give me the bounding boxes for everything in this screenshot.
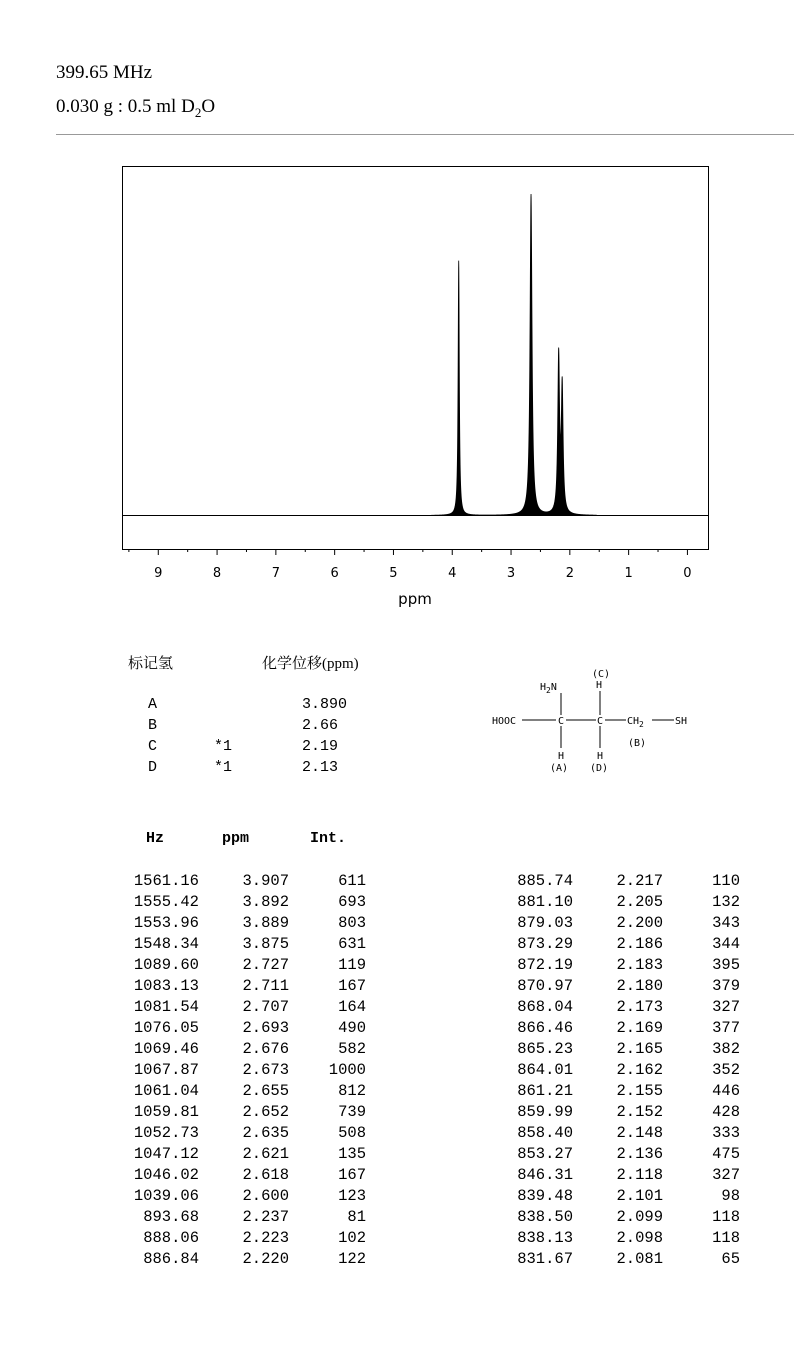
peak-ppm: 2.220 xyxy=(242,1250,289,1268)
peak-row xyxy=(496,1124,740,1142)
peak-int: 118 xyxy=(712,1208,740,1226)
sample-prefix: 0.030 g : 0.5 ml D xyxy=(56,96,195,117)
h-bottom-left: H xyxy=(558,751,565,762)
peak-row xyxy=(122,1208,366,1226)
peak-row xyxy=(496,1103,740,1121)
peak-int: 102 xyxy=(338,1229,366,1247)
peak-ppm: 2.621 xyxy=(242,1145,289,1163)
peak-ppm: 2.618 xyxy=(242,1166,289,1184)
peak-int: 119 xyxy=(338,956,366,974)
peak-hz: 858.40 xyxy=(517,1124,573,1142)
peak-int: 333 xyxy=(712,1124,740,1142)
x-axis-label: ppm xyxy=(398,590,432,608)
peak-ppm: 2.098 xyxy=(616,1229,663,1247)
tick-label: 5 xyxy=(389,566,398,581)
col-header-int: Int. xyxy=(310,830,347,847)
peak-hz: 1067.87 xyxy=(133,1061,199,1079)
peak-hz: 1069.46 xyxy=(133,1040,199,1058)
peak-row xyxy=(122,1187,366,1205)
peak-row xyxy=(496,1019,740,1037)
peak-row xyxy=(496,1229,740,1247)
peak-hz: 888.06 xyxy=(143,1229,199,1247)
tick-label: 3 xyxy=(506,566,516,581)
peak-row xyxy=(122,1103,366,1121)
peak-ppm: 3.889 xyxy=(242,914,289,932)
peak-int: 382 xyxy=(712,1040,740,1058)
peak-hz: 1081.54 xyxy=(133,998,199,1016)
peak-int: 611 xyxy=(338,872,366,890)
col-header-ppm: ppm xyxy=(222,830,250,847)
peak-int: 693 xyxy=(338,893,366,911)
peak-row xyxy=(122,1019,366,1037)
peak-hz: 864.01 xyxy=(517,1061,573,1079)
peak-ppm: 2.155 xyxy=(616,1082,663,1100)
peak-int: 446 xyxy=(712,1082,740,1100)
peak-row xyxy=(496,1040,740,1058)
peak-ppm: 2.655 xyxy=(242,1082,289,1100)
peak-row xyxy=(122,893,366,911)
peak-ppm: 2.676 xyxy=(242,1040,289,1058)
peak-hz: 839.48 xyxy=(517,1187,573,1205)
assignment-label: C xyxy=(148,738,158,755)
peak-int: 803 xyxy=(338,914,366,932)
peak-hz: 872.19 xyxy=(517,956,573,974)
peak-ppm: 3.892 xyxy=(242,893,289,911)
label-a: (A) xyxy=(550,763,569,774)
peak-hz: 838.13 xyxy=(517,1229,573,1247)
peak-row xyxy=(122,935,366,953)
peak-ppm: 2.136 xyxy=(616,1145,663,1163)
peak-hz: 885.74 xyxy=(517,872,573,890)
peak-hz: 859.99 xyxy=(517,1103,573,1121)
peak-hz: 881.10 xyxy=(517,893,573,911)
peak-row xyxy=(122,1061,366,1079)
peak-ppm: 3.907 xyxy=(242,872,289,890)
methylene-group xyxy=(627,716,644,729)
peak-ppm: 2.600 xyxy=(242,1187,289,1205)
peak-hz: 1059.81 xyxy=(133,1103,199,1121)
peak-row xyxy=(496,935,740,953)
peak-int: 631 xyxy=(338,935,366,953)
peak-ppm: 2.200 xyxy=(616,914,663,932)
x-axis-tick-labels xyxy=(154,566,691,581)
peak-hz: 1076.05 xyxy=(133,1019,199,1037)
amine-sub: 2 xyxy=(546,686,551,695)
tick-label: 8 xyxy=(212,566,222,581)
assignment-label: A xyxy=(148,696,158,713)
peak-ppm: 2.180 xyxy=(616,977,663,995)
peak-int: 135 xyxy=(338,1145,366,1163)
tick-label: 6 xyxy=(330,566,339,581)
peak-ppm: 2.237 xyxy=(242,1208,289,1226)
peak-row xyxy=(122,1166,366,1184)
peak-row xyxy=(122,1124,366,1142)
assignment-shift: 3.890 xyxy=(302,696,348,713)
peak-int: 110 xyxy=(712,872,740,890)
peak-row xyxy=(122,977,366,995)
peak-int: 1000 xyxy=(328,1061,366,1079)
peak-int: 164 xyxy=(338,998,366,1016)
peak-row xyxy=(496,977,740,995)
peak-ppm: 2.169 xyxy=(616,1019,663,1037)
tick-label: 9 xyxy=(154,566,163,581)
tick-label: 7 xyxy=(271,566,281,581)
peak-row xyxy=(122,1145,366,1163)
peak-hz: 886.84 xyxy=(143,1250,199,1268)
peak-hz: 1548.34 xyxy=(133,935,199,953)
peak-int: 122 xyxy=(338,1250,366,1268)
peak-ppm: 2.101 xyxy=(616,1187,663,1205)
peak-row xyxy=(122,1082,366,1100)
peak-ppm: 2.162 xyxy=(616,1061,663,1079)
peak-ppm: 2.081 xyxy=(616,1250,663,1268)
peak-hz: 838.50 xyxy=(517,1208,573,1226)
peak-row xyxy=(496,1145,740,1163)
peak-hz: 846.31 xyxy=(517,1166,573,1184)
h-bottom-right: H xyxy=(597,751,604,762)
peak-int: 812 xyxy=(338,1082,366,1100)
tick-label: 0 xyxy=(683,566,692,581)
peak-row xyxy=(122,956,366,974)
peak-row xyxy=(496,1061,740,1079)
tick-label: 4 xyxy=(448,566,457,581)
peak-ppm: 2.173 xyxy=(616,998,663,1016)
amine-group xyxy=(540,682,557,695)
peak-int: 118 xyxy=(712,1229,740,1247)
peak-row xyxy=(496,1250,740,1268)
peak-ppm: 2.148 xyxy=(616,1124,663,1142)
peak-ppm: 2.652 xyxy=(242,1103,289,1121)
peak-hz: 868.04 xyxy=(517,998,573,1016)
peak-ppm: 2.711 xyxy=(242,977,289,995)
peak-int: 167 xyxy=(338,977,366,995)
amine-h: H xyxy=(540,682,547,693)
peak-int: 123 xyxy=(338,1187,366,1205)
peak-int: 65 xyxy=(721,1250,740,1268)
alpha-carbon: C xyxy=(558,716,565,727)
sample-subscript: 2 xyxy=(194,105,202,120)
methylene-ch: CH xyxy=(627,716,640,727)
peak-int: 428 xyxy=(712,1103,740,1121)
assignment-label: B xyxy=(148,717,158,734)
x-axis-ticks xyxy=(129,550,688,556)
peak-int: 508 xyxy=(338,1124,366,1142)
peak-hz: 853.27 xyxy=(517,1145,573,1163)
peak-ppm: 2.118 xyxy=(616,1166,663,1184)
methylene-sub: 2 xyxy=(639,720,644,729)
carboxyl-group: HOOC xyxy=(492,716,517,727)
h-top-right: H xyxy=(596,680,603,691)
peak-int: 327 xyxy=(712,998,740,1016)
peak-row xyxy=(122,1250,366,1268)
peak-row xyxy=(122,1040,366,1058)
peak-ppm: 2.217 xyxy=(616,872,663,890)
peak-row xyxy=(496,1082,740,1100)
assignment-shift: 2.13 xyxy=(302,759,339,776)
peak-hz: 865.23 xyxy=(517,1040,573,1058)
assignment-shift: 2.66 xyxy=(302,717,339,734)
sample-description xyxy=(56,96,215,121)
header-shift: 化学位移(ppm) xyxy=(262,656,359,672)
peak-int: 379 xyxy=(712,977,740,995)
peak-int: 377 xyxy=(712,1019,740,1037)
peak-ppm: 2.727 xyxy=(242,956,289,974)
peak-hz: 831.67 xyxy=(517,1250,573,1268)
peak-hz: 861.21 xyxy=(517,1082,573,1100)
peak-int: 352 xyxy=(712,1061,740,1079)
peak-int: 343 xyxy=(712,914,740,932)
peak-ppm: 2.635 xyxy=(242,1124,289,1142)
label-d: (D) xyxy=(590,763,609,774)
peak-hz: 866.46 xyxy=(517,1019,573,1037)
peak-ppm: 2.183 xyxy=(616,956,663,974)
peak-hz: 1555.42 xyxy=(133,893,199,911)
peak-ppm: 2.205 xyxy=(616,893,663,911)
thiol-group: SH xyxy=(675,716,688,727)
assignment-shift: 2.19 xyxy=(302,738,339,755)
peak-ppm: 2.186 xyxy=(616,935,663,953)
peak-int: 167 xyxy=(338,1166,366,1184)
col-header-hz: Hz xyxy=(146,830,165,847)
peak-row xyxy=(122,872,366,890)
peak-row xyxy=(122,914,366,932)
peak-ppm: 3.875 xyxy=(242,935,289,953)
assignment-note: *1 xyxy=(214,738,233,755)
sample-suffix: O xyxy=(201,96,216,117)
peak-ppm: 2.165 xyxy=(616,1040,663,1058)
peak-int: 344 xyxy=(712,935,740,953)
plot-frame xyxy=(123,167,709,550)
peak-ppm: 2.152 xyxy=(616,1103,663,1121)
header-label: 标记氢 xyxy=(128,656,174,672)
peak-ppm: 2.099 xyxy=(616,1208,663,1226)
tick-label: 2 xyxy=(565,566,574,581)
label-c: (C) xyxy=(592,669,611,680)
peak-hz: 1039.06 xyxy=(133,1187,199,1205)
peak-int: 98 xyxy=(721,1187,740,1205)
assignment-note: *1 xyxy=(214,759,233,776)
spectrum-trace xyxy=(432,194,597,515)
header-divider xyxy=(56,134,794,135)
peak-hz: 1046.02 xyxy=(133,1166,199,1184)
peak-hz: 1052.73 xyxy=(133,1124,199,1142)
peak-row xyxy=(122,998,366,1016)
peak-int: 81 xyxy=(347,1208,366,1226)
peak-row xyxy=(496,956,740,974)
peak-int: 132 xyxy=(712,893,740,911)
peak-int: 490 xyxy=(338,1019,366,1037)
peak-int: 582 xyxy=(338,1040,366,1058)
peak-hz: 1083.13 xyxy=(133,977,199,995)
peak-row xyxy=(496,1166,740,1184)
peak-int: 395 xyxy=(712,956,740,974)
peak-int: 475 xyxy=(712,1145,740,1163)
peak-hz: 1061.04 xyxy=(133,1082,199,1100)
peak-row xyxy=(496,1187,740,1205)
peak-row xyxy=(496,893,740,911)
peak-row xyxy=(496,1208,740,1226)
peak-row xyxy=(496,914,740,932)
peak-hz: 1553.96 xyxy=(133,914,199,932)
peak-hz: 873.29 xyxy=(517,935,573,953)
beta-carbon: C xyxy=(597,716,604,727)
peak-int: 327 xyxy=(712,1166,740,1184)
spectrometer-frequency: 399.65 MHz xyxy=(56,62,153,83)
peak-hz: 870.97 xyxy=(517,977,573,995)
tick-label: 1 xyxy=(624,566,633,581)
peak-hz: 1047.12 xyxy=(133,1145,199,1163)
peak-hz: 879.03 xyxy=(517,914,573,932)
peak-hz: 893.68 xyxy=(143,1208,199,1226)
molecule-structure xyxy=(488,668,708,778)
amine-n: N xyxy=(550,682,557,693)
peak-hz: 1089.60 xyxy=(133,956,199,974)
peak-row xyxy=(496,872,740,890)
label-b: (B) xyxy=(628,738,647,749)
peak-row xyxy=(496,998,740,1016)
peak-int: 739 xyxy=(338,1103,366,1121)
peak-ppm: 2.693 xyxy=(242,1019,289,1037)
peak-ppm: 2.673 xyxy=(242,1061,289,1079)
peak-row xyxy=(122,1229,366,1247)
nmr-spectrum-chart xyxy=(0,150,794,620)
assignment-label: D xyxy=(148,759,158,776)
peak-hz: 1561.16 xyxy=(133,872,199,890)
peak-ppm: 2.223 xyxy=(242,1229,289,1247)
peak-ppm: 2.707 xyxy=(242,998,289,1016)
